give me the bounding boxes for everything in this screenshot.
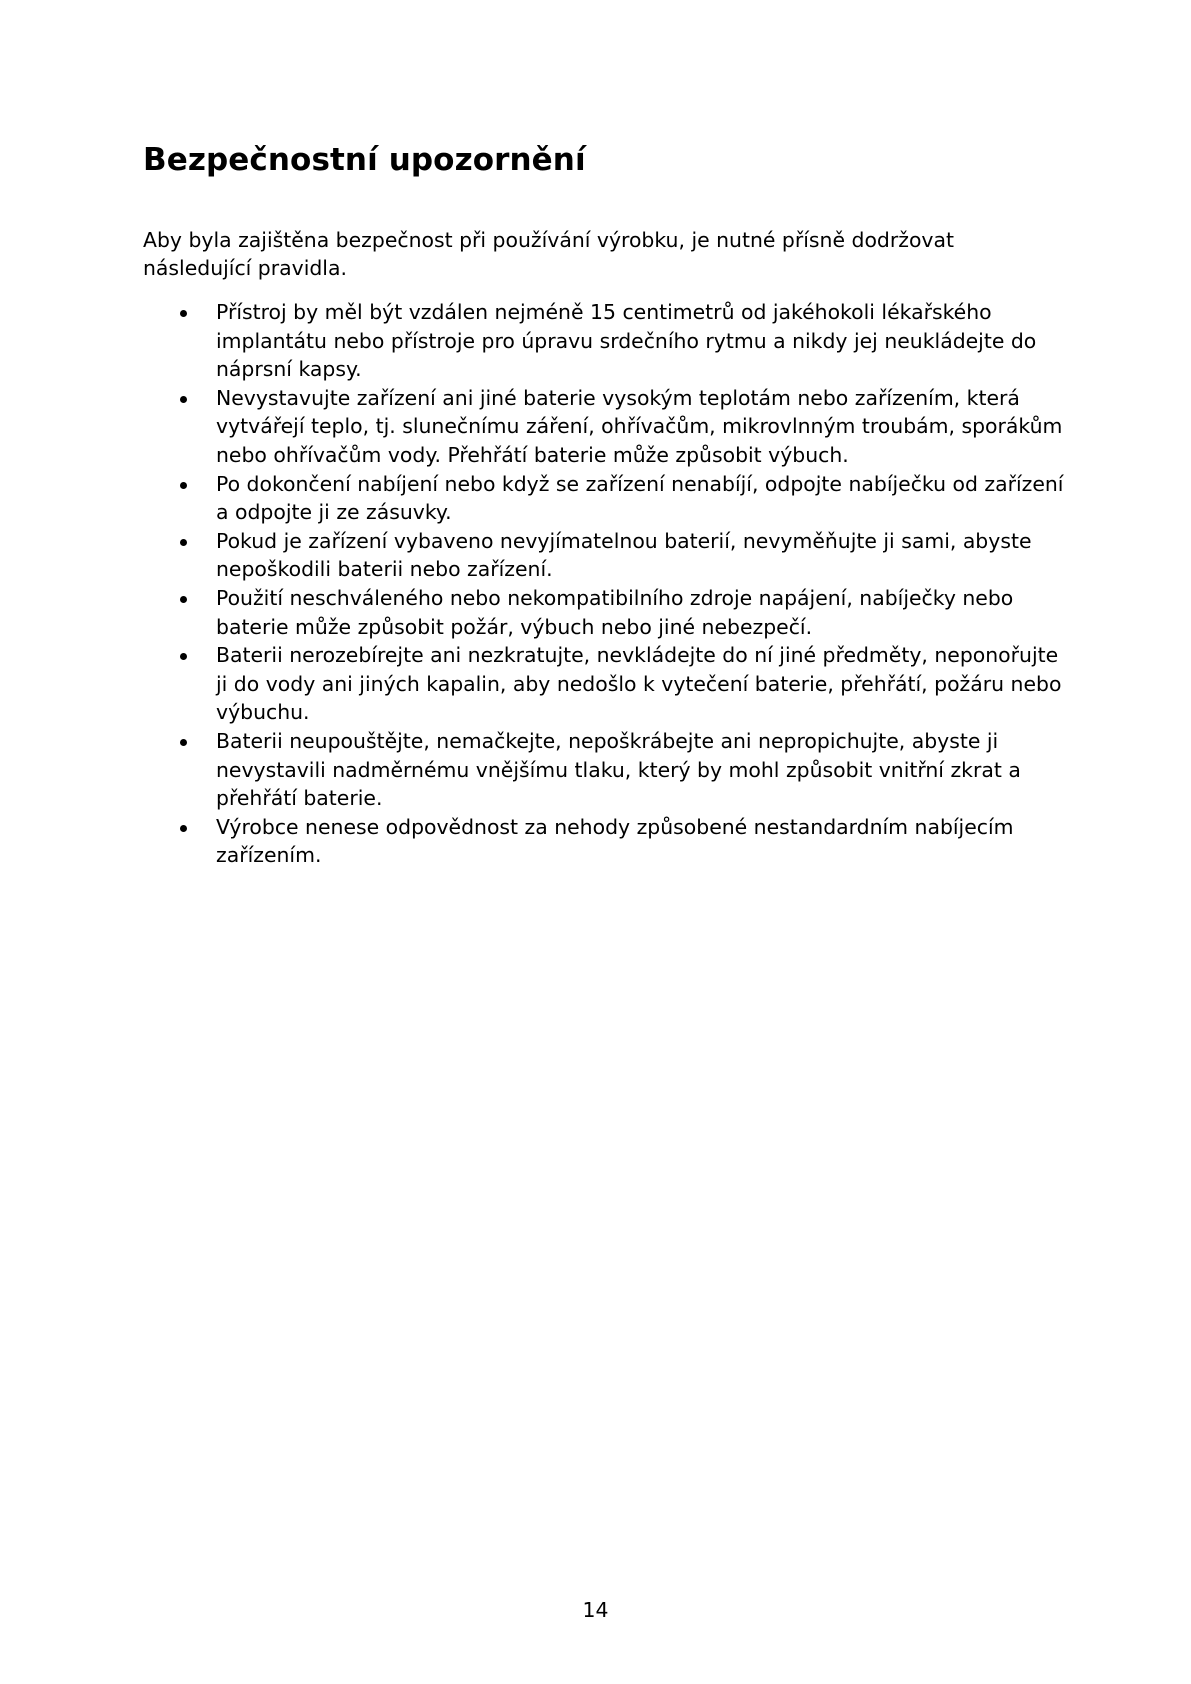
bullet-icon [180, 298, 190, 327]
page-title: Bezpečnostní upozornění [143, 142, 586, 178]
bullet-icon [180, 470, 190, 499]
list-item-text: Přístroj by měl být vzdálen nejméně 15 centimetrů od jakéhokoli lékařského implantátu nebo přístroje pro úpravu srdečního rytmu a nikdy jej neukládejte do náprsní kapsy. [216, 300, 1037, 382]
list-item [143, 298, 1073, 384]
list-item [143, 727, 1073, 813]
bullet-icon [180, 813, 190, 842]
bullet-icon [180, 727, 190, 756]
intro-paragraph: Aby byla zajištěna bezpečnost při používání výrobku, je nutné přísně dodržovat následující pravidla. [143, 228, 954, 280]
list-item [143, 527, 1073, 584]
list-item [143, 384, 1073, 470]
list-item-text: Použití neschváleného nebo nekompatibilního zdroje napájení, nabíječky nebo baterie může způsobit požár, výbuch nebo jiné nebezpečí. [216, 585, 1014, 639]
list-item-text: Baterii neupouštějte, nemačkejte, nepoškrábejte ani nepropichujte, abyste ji nevystavili nadměrnému vnějšímu tlaku, který by mohl způsobit vnitřní zkrat a přehřátí baterie. [216, 728, 1021, 811]
bullet-icon [180, 384, 190, 413]
bullet-icon [180, 527, 190, 556]
list-item [143, 641, 1073, 727]
bullet-icon [180, 641, 190, 670]
list-item-text: Baterii nerozebírejte ani nezkratujte, nevkládejte do ní jiné předměty, neponořujte ji do vody ani jiných kapalin, aby nedošlo k vytečení baterie, přehřátí, požáru nebo výbuchu. [216, 643, 1062, 725]
list-item-text: Po dokončení nabíjení nebo když se zařízení nenabíjí, odpojte nabíječku od zařízení a odpojte ji ze zásuvky. [216, 471, 1064, 525]
page-number: 14 [582, 1598, 609, 1622]
list-item [143, 584, 1073, 641]
safety-rules-list [143, 298, 1073, 870]
list-item-text: Výrobce nenese odpovědnost za nehody způsobené nestandardním nabíjecím zařízením. [216, 814, 1014, 868]
list-item [143, 470, 1073, 527]
list-item-text: Pokud je zařízení vybaveno nevyjímatelnou baterií, nevyměňujte ji sami, abyste nepoškodili baterii nebo zařízení. [216, 528, 1032, 582]
list-item [143, 813, 1073, 870]
bullet-icon [180, 584, 190, 613]
list-item-text: Nevystavujte zařízení ani jiné baterie vysokým teplotám nebo zařízením, která vytvářejí teplo, tj. slunečnímu záření, ohřívačům, mikrovlnným troubám, sporákům nebo ohřívačům vody. Přehřátí baterie může způsobit výbuch. [216, 385, 1063, 467]
